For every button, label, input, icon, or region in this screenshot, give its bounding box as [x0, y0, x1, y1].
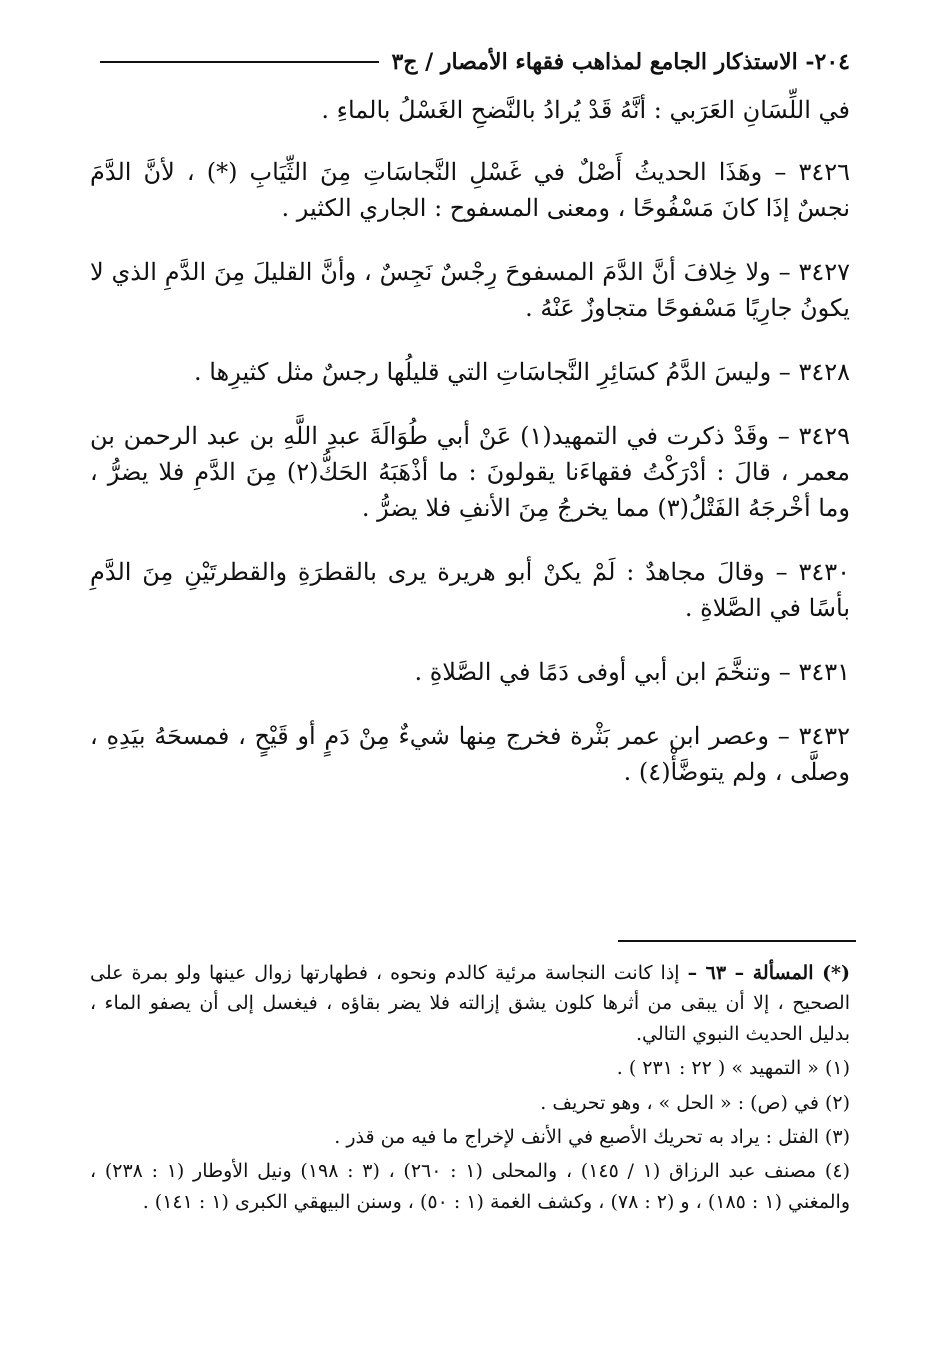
- header-rule: [100, 61, 379, 63]
- issue-text: إذا كانت النجاسة مرئية كالدم ونحوه ، فطهارتها زوال عينها ولو بمرة على الصحيح ، إلا أن يبقى من أثرها كلون يشق إزالته فلا يضر بقاؤه ، فيغسل إلى أن يصفو الماء ، بدليل الحديث النبوي التالي.: [90, 962, 850, 1045]
- footnote-item: (٢) في (ص) : « الحل » ، وهو تحريف .: [540, 1091, 850, 1114]
- page-header: [100, 42, 850, 82]
- footnote-item: (٤) مصنف عبد الرزاق (١ / ١٤٥) ، والمحلى (١ : ٢٦٠) ، (٣ : ١٩٨) ونيل الأوطار (١ : ٢٣٨) ، والمغني (١ : ١٨٥) ، و (٢ : ٧٨) ، وكشف الغمة (١ : ٥٠) ، وسنن البيهقي الكبرى (١ : ١٤١) .: [90, 1160, 850, 1213]
- paragraph: ٣٤٢٩ – وقَدْ ذكرت في التمهيد(١) عَنْ أبي طُوَالَةَ عبدِ اللَّهِ بن عبد الرحمن بن معمر ، قالَ : أدْرَكْتُ فقهاءَنا يقولونَ : ما أذْهَبَهُ الحَكُّ(٢) مِنَ الدَّمِ فلا يضرُّ ، وما أخْرجَهُ الفَتْلُ(٣) مما يخرجُ مِنَ الأنفِ فلا يضرُّ .: [90, 422, 851, 522]
- paragraph: ٣٤٢٨ – وليسَ الدَّمُ كسَائِرِ النَّجاسَاتِ التي قليلُها رجسٌ مثل كثيرِها .: [193, 358, 850, 386]
- running-head: ٢٠٤- الاستذكار الجامع لمذاهب فقهاء الأمصار / ج٣: [391, 49, 850, 75]
- footnote-item: (١) « التمهيد » ( ٢٢ : ٢٣١ ) .: [616, 1057, 850, 1080]
- paragraph: ٣٤٣٢ – وعصر ابن عمر بَثْرة فخرج مِنها شيءٌ مِنْ دَمٍ أو قَيْحٍ ، فمسحَهُ بيَدِهِ ، وصلَّى ، ولم يتوضَّأْ(٤) .: [90, 722, 850, 786]
- footnote-item: (٣) الفتل : يراد به تحريك الأصبع في الأنف لإخراج ما فيه من قذر .: [334, 1125, 850, 1148]
- footnote-separator: [618, 940, 856, 942]
- paragraph: ٣٤٢٧ – ولا خِلافَ أنَّ الدَّمَ المسفوحَ رِجْسٌ نَجِسٌ ، وأنَّ القليلَ مِنَ الدَّمِ الذي لا يكونُ جارِيًا مَسْفوحًا متجاوزٌ عَنْهُ .: [90, 258, 850, 322]
- issue-note: [90, 958, 850, 1049]
- main-text: [90, 92, 850, 818]
- issue-label: (*) المسألة – ٦٣ –: [687, 962, 850, 984]
- paragraph: ٣٤٣٠ – وقالَ مجاهدٌ : لَمْ يكنْ أبو هريرة يرى بالقطرَةِ والقطرتَيْنِ مِنَ الدَّمِ بأسًا في الصَّلاةِ .: [90, 558, 850, 622]
- paragraph: ٣٤٢٦ – وهَذَا الحديثُ أَصْلٌ في غَسْلِ النَّجاسَاتِ مِنَ الثِّيَابِ (*) ، لأنَّ الدَّمَ نجسٌ إذَا كانَ مَسْفُوحًا ، ومعنى المسفوح : الجاري الكثير .: [90, 158, 850, 222]
- paragraph: ٣٤٣١ – وتنخَّمَ ابن أبي أوفى دَمًا في الصَّلاةِ .: [414, 658, 850, 686]
- footnotes: [90, 958, 850, 1221]
- paragraph: في اللِّسَانِ العَرَبي : أنَّهُ قَدْ يُرادُ بالنَّضحِ الغَسْلُ بالماءِ .: [321, 96, 850, 124]
